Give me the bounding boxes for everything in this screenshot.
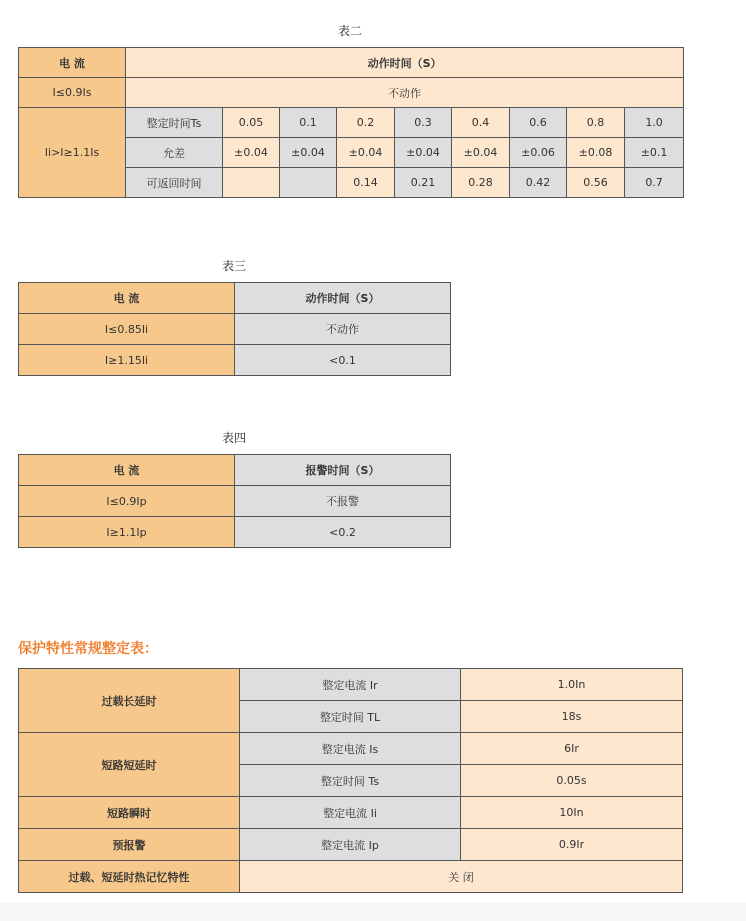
table2-row1-value: 不动作 [126, 78, 684, 108]
setting-current-ir-value: 1.0In [461, 669, 683, 701]
short-instant-label: 短路瞬时 [19, 797, 240, 829]
table2-row2-current: Ii>I≥1.1Is [19, 108, 126, 198]
table2-label-setting: 整定时间Ts [126, 108, 223, 138]
setting-current-ii-label: 整定电流 Ii [240, 797, 461, 829]
table2-setting: 0.3 [395, 108, 452, 138]
setting-current-ip-value: 0.9Ir [461, 829, 683, 861]
table2-return: 0.28 [452, 168, 510, 198]
table2-tolerance: ±0.04 [452, 138, 510, 168]
table2-tolerance: ±0.04 [337, 138, 395, 168]
protection-section-title: 保护特性常规整定表： [18, 641, 158, 657]
table2-row1-current: I≤0.9Is [19, 78, 126, 108]
table2-return: 0.14 [337, 168, 395, 198]
thermal-memory-label: 过载、短延时热记忆特性 [19, 861, 240, 893]
setting-current-ir-label: 整定电流 Ir [240, 669, 461, 701]
table2 [18, 47, 684, 198]
table2-label-tolerance: 允差 [126, 138, 223, 168]
table4-header-alarm-time: 报警时间（S） [235, 455, 451, 486]
setting-current-ii-value: 10In [461, 797, 683, 829]
table2-return [223, 168, 280, 198]
table4-row-value: <0.2 [235, 517, 451, 548]
table3-header-current: 电 流 [19, 283, 235, 314]
table2-header-action-time: 动作时间（S） [126, 48, 684, 78]
table2-setting: 0.2 [337, 108, 395, 138]
page-bottom-shade [0, 903, 746, 921]
table2-tolerance: ±0.08 [567, 138, 625, 168]
table4-row-current: I≥1.1Ip [19, 517, 235, 548]
table3-row-value: <0.1 [235, 345, 451, 376]
setting-current-ip-label: 整定电流 Ip [240, 829, 461, 861]
setting-current-is-value: 6Ir [461, 733, 683, 765]
table2-caption: 表二 [337, 24, 362, 38]
setting-time-ts-label: 整定时间 Ts [240, 765, 461, 797]
table2-return: 0.56 [567, 168, 625, 198]
protection-table [18, 668, 683, 893]
table2-setting: 0.05 [223, 108, 280, 138]
table2-return: 0.21 [395, 168, 452, 198]
table4-header-current: 电 流 [19, 455, 235, 486]
table2-tolerance: ±0.1 [625, 138, 684, 168]
table2-setting: 0.8 [567, 108, 625, 138]
table3-header-action-time: 动作时间（S） [235, 283, 451, 314]
table3-row-value: 不动作 [235, 314, 451, 345]
setting-time-tl-label: 整定时间 TL [240, 701, 461, 733]
table2-return: 0.7 [625, 168, 684, 198]
setting-time-ts-value: 0.05s [461, 765, 683, 797]
table3-caption: 表三 [221, 259, 246, 273]
table2-tolerance: ±0.04 [280, 138, 337, 168]
short-delay-label: 短路短延时 [19, 733, 240, 797]
table3 [18, 282, 451, 376]
overload-long-delay-label: 过载长延时 [19, 669, 240, 733]
table4-caption: 表四 [221, 431, 246, 445]
table2-return [280, 168, 337, 198]
setting-time-tl-value: 18s [461, 701, 683, 733]
table2-setting: 0.1 [280, 108, 337, 138]
table2-header-current: 电 流 [19, 48, 126, 78]
setting-current-is-label: 整定电流 Is [240, 733, 461, 765]
table2-return: 0.42 [510, 168, 567, 198]
table3-row-current: I≤0.85Ii [19, 314, 235, 345]
table4-row-value: 不报警 [235, 486, 451, 517]
table3-row-current: I≥1.15Ii [19, 345, 235, 376]
table2-tolerance: ±0.04 [223, 138, 280, 168]
table2-label-return: 可返回时间 [126, 168, 223, 198]
table2-setting: 0.4 [452, 108, 510, 138]
thermal-memory-value: 关 闭 [240, 861, 683, 893]
table4-row-current: I≤0.9Ip [19, 486, 235, 517]
table2-tolerance: ±0.04 [395, 138, 452, 168]
table4 [18, 454, 451, 548]
table2-setting: 0.6 [510, 108, 567, 138]
table2-tolerance: ±0.06 [510, 138, 567, 168]
pre-alarm-label: 预报警 [19, 829, 240, 861]
table2-setting: 1.0 [625, 108, 684, 138]
